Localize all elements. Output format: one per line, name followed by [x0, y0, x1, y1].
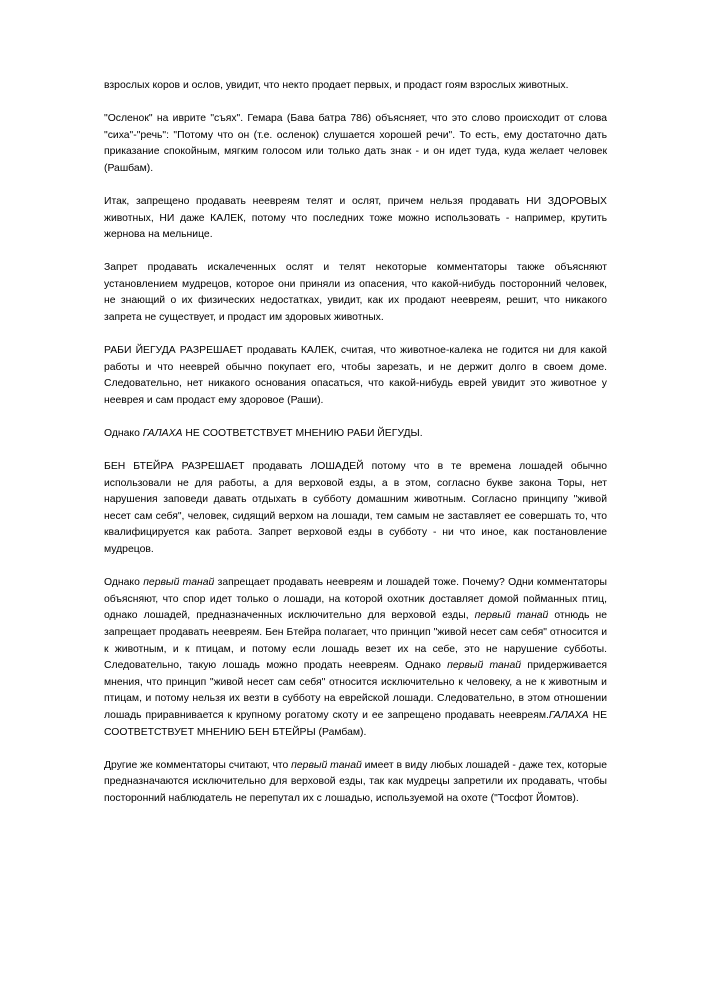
text-run: Итак, запрещено продавать неевреям телят и ослят, причем нельзя продавать НИ ЗДОРОВЫХ животных, НИ даже КАЛЕК, потому что последних тоже можно использовать - например, крутить жернова на мельнице.: [104, 195, 607, 241]
paragraph: [104, 260, 607, 326]
emphasis-run: первый танай: [447, 660, 522, 672]
emphasis-run: первый танай: [474, 610, 549, 622]
text-run: имеет в виду любых лошадей - даже тех, которые предназначаются исключительно для верховой езды, так как мудрецы запретили их продавать, чтобы посторонний наблюдатель не перепутал их с лошадью, используемой на охоте ("Тосфот Йомтов).: [104, 759, 607, 804]
text-run: БЕН БТЕЙРА РАЗРЕШАЕТ продавать ЛОШАДЕЙ потому что в те времена лошадей обычно использовали не для работы, а для верховой езды, а в этом, согласно букве закона Торы, нет нарушения заповеди давать отдыхать в субботу домашним животным. Согласно принципу "живой несет сам себя", человек, сидящий верхом на лошади, тем самым не заставляет ее совершать то, что квалифицируется как работа. Запрет верховой езды в субботу - ни что иное, как постановление мудрецов.: [104, 461, 607, 556]
text-run: Другие же комментаторы считают, что: [104, 759, 292, 771]
emphasis-run: ГАЛАХА: [548, 709, 589, 721]
text-run: НЕ СООТВЕТСТВУЕТ МНЕНИЮ РАБИ ЙЕГУДЫ.: [182, 428, 423, 439]
text-run: Запрет продавать искалеченных ослят и телят некоторые комментаторы также объясняют установлением мудрецов, которое они приняли из опасения, что какой-нибудь посторонний человек, не знающий о их физических недостатках, увидит, как их продают неевреям, решит, что никакого запрета не существует, и продаст им здоровых животных.: [104, 262, 607, 324]
emphasis-run: ГАЛАХА: [142, 428, 183, 439]
text-run: РАБИ ЙЕГУДА РАЗРЕШАЕТ продавать КАЛЕК, считая, что животное-калека не годится ни для какой работы и что нееврей обычно покупает его, чтобы зарезать, и не держит долго в своем доме. Следовательно, нет никакого основания опасаться, что какой-нибудь еврей увидит это животное у нееврея и сам продаст ему здоровое (Раши).: [104, 345, 607, 406]
text-run: запрещает продавать неевреям и лошадей тоже. Почему? Одни комментаторы объясняют, что спор идет только о лошади, на которой охотник доставляет домой пойманных птиц, однако лошадей, предназначенных исключительно для верховой езды,: [104, 577, 608, 622]
emphasis-run: первый танай: [291, 759, 362, 771]
text-run: Однако: [104, 577, 144, 589]
text-run: взрослых коров и ослов, увидит, что некто продает первых, и продаст гоям взрослых животных.: [104, 80, 569, 91]
paragraph: [104, 459, 607, 559]
text-run: Однако: [104, 428, 143, 439]
paragraph: [104, 111, 607, 177]
paragraph: [104, 758, 607, 808]
document-body: [104, 78, 607, 807]
paragraph: [104, 343, 607, 409]
text-run: НЕ СООТВЕТСТВУЕТ МНЕНИЮ БЕН БТЕЙРЫ (Рамбам).: [104, 709, 608, 738]
emphasis-run: первый танай: [143, 577, 215, 589]
text-run: придерживается мнения, что принцип "живой несет сам себя" относится исключительно к человеку, а не к животным и птицам, и потому нельзя их везти в субботу на еврейской лошади. Следовательно, в этом отношении лошадь приравнивается к крупному рогатому скоту и ее запрещено продавать неевреям.: [104, 660, 607, 721]
text-run: отнюдь не запрещает продавать неевреям. Бен Бтейра полагает, что принцип "живой несет сам себя" относится и к животным, и к птицам, и потому если лошадь везет их на себе, это не нарушение субботы. Следовательно, такую лошадь можно продать неевреям. Однако: [104, 610, 607, 672]
paragraph: [104, 426, 607, 443]
paragraph: [104, 78, 607, 95]
paragraph: [104, 194, 607, 244]
text-run: "Осленок" на иврите "съях". Гемара (Бава батра 786) объясняет, что это слово происходит от слова "сиха"-"речь": "Потому что он (т.е. осленок) слушается хорошей речи". То есть, ему достаточно дать приказание спокойным, мягким голосом или только дать знак - и он идет туда, куда желает человек (Рашбам).: [104, 113, 607, 174]
paragraph: [104, 575, 607, 741]
